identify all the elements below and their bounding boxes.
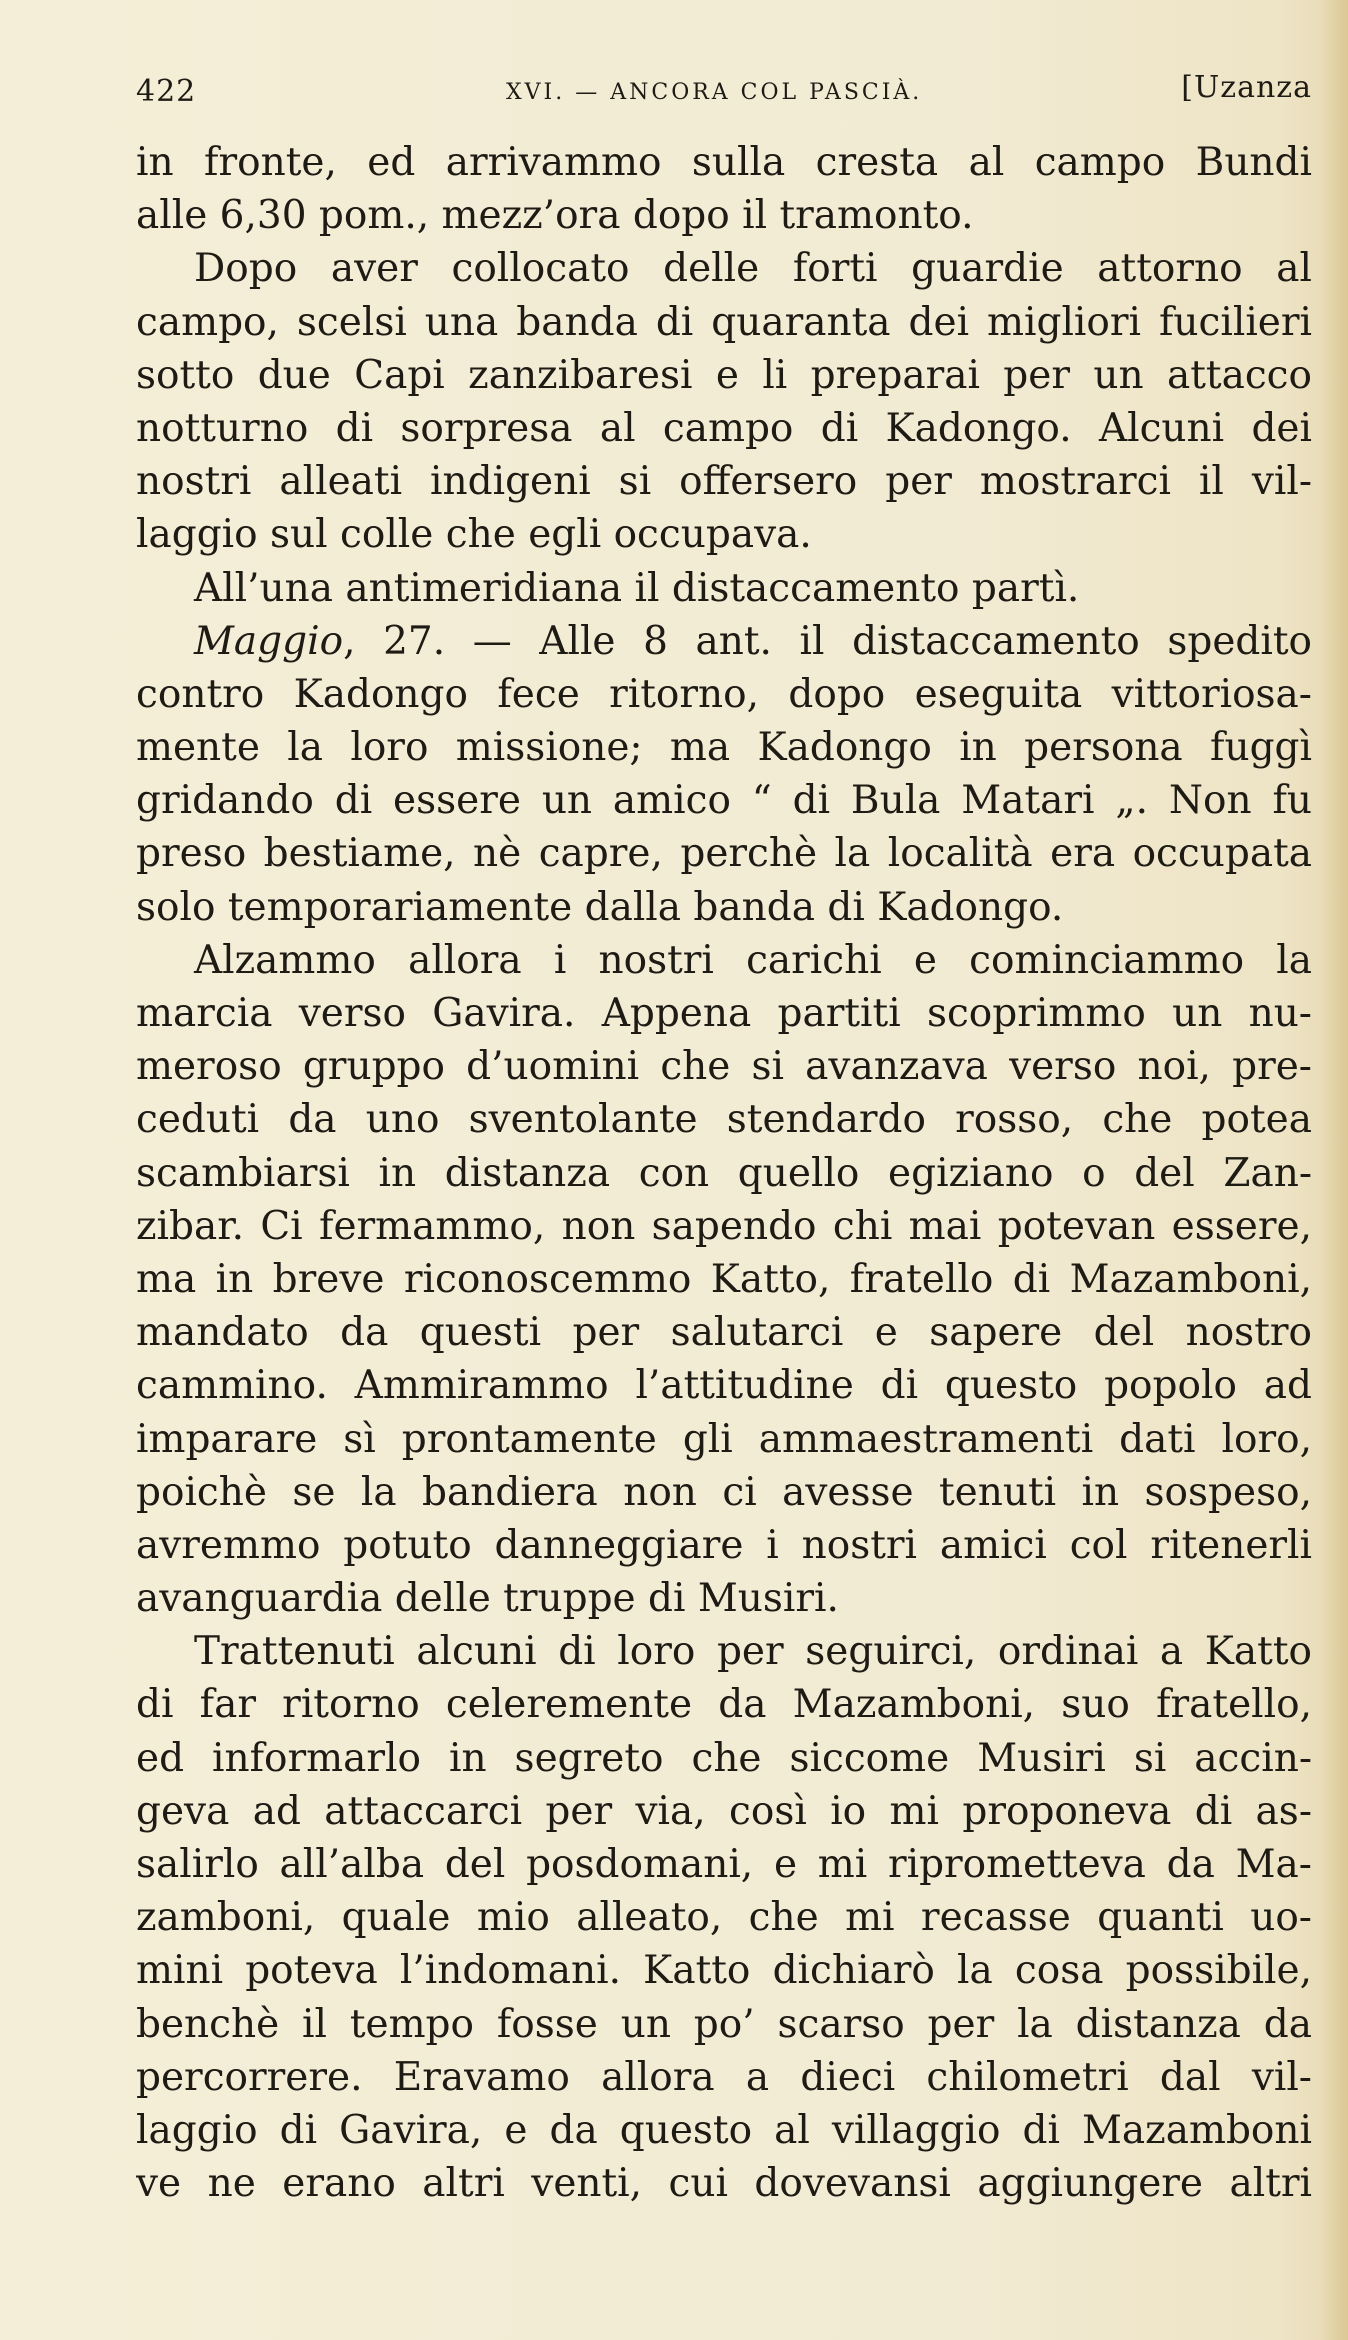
running-header <box>136 70 1312 110</box>
text-line: alle 6,30 pom., mezz’ora dopo il tramonto. <box>136 193 974 239</box>
text-line: Dopo aver collocato delle forti guardie attorno al <box>194 246 1312 292</box>
text-line: mini poteva l’indomani. Katto dichiarò la cosa possibile, <box>136 1948 1312 1994</box>
text-line: Trattenuti alcuni di loro per seguirci, ordinai a Katto <box>194 1629 1312 1675</box>
text-line: imparare sì prontamente gli ammaestramenti dati loro, <box>136 1416 1312 1462</box>
text-line: salirlo all’alba del posdomani, e mi riprometteva da Ma- <box>136 1842 1312 1887</box>
text-line: laggio sul colle che egli occupava. <box>136 512 812 558</box>
text-line: percorrere. Eravamo allora a dieci chilometri dal vil- <box>136 2054 1312 2100</box>
running-title: XVI. — ANCORA COL PASCIÀ. <box>506 80 923 105</box>
text-line: campo, scelsi una banda di quaranta dei migliori fucilieri <box>136 299 1312 345</box>
text-line: solo temporariamente dalla banda di Kadongo. <box>136 884 1064 930</box>
text-line: gridando di essere un amico “ di Bula Matari „. Non fu <box>136 778 1312 824</box>
text-line: cammino. Ammirammo l’attitudine di questo popolo ad <box>136 1363 1312 1409</box>
text-line: ed informarlo in segreto che siccome Musiri si accin- <box>136 1735 1312 1781</box>
text-line: sotto due Capi zanzibaresi e li preparai per un attacco <box>136 352 1312 398</box>
text-line: preso bestiame, nè capre, perchè la località era occupata <box>136 831 1312 877</box>
text-line: ve ne erano altri venti, cui dovevansi aggiungere altri <box>136 2161 1312 2207</box>
section-reference: [Uzanza <box>1181 70 1312 105</box>
text-line: geva ad attaccarci per via, così io mi proponeva di as- <box>136 1788 1312 1834</box>
body-text <box>136 136 1312 2210</box>
line-text: , 27. — Alle 8 ant. il distaccamento spedito <box>343 618 1312 664</box>
text-line: avremmo potuto danneggiare i nostri amici col ritenerli <box>136 1522 1312 1568</box>
text-line: ceduti da uno sventolante stendardo rosso, che potea <box>136 1097 1312 1143</box>
text-line: zibar. Ci fermammo, non sapendo chi mai potevan essere, <box>136 1203 1312 1249</box>
text-line: di far ritorno celeremente da Mazamboni, suo fratello, <box>136 1682 1312 1728</box>
italic-date: Maggio <box>194 618 344 664</box>
text-line: Alzammo allora i nostri carichi e cominciammo la <box>194 937 1312 983</box>
text-line <box>136 615 1312 668</box>
text-line: avanguardia delle truppe di Musiri. <box>136 1576 839 1622</box>
text-line: ma in breve riconoscemmo Katto, fratello di Mazamboni, <box>136 1256 1312 1302</box>
text-line: nostri alleati indigeni si offersero per mostrarci il vil- <box>136 459 1312 505</box>
text-line: All’una antimeridiana il distaccamento partì. <box>194 565 1080 611</box>
text-line: contro Kadongo fece ritorno, dopo eseguita vittoriosa- <box>136 671 1312 717</box>
text-line: in fronte, ed arrivammo sulla cresta al campo Bundi <box>136 140 1312 185</box>
page-number: 422 <box>136 74 197 109</box>
text-line: marcia verso Gavira. Appena partiti scoprimmo un nu- <box>136 991 1312 1036</box>
text-line: poichè se la bandiera non ci avesse tenuti in sospeso, <box>136 1469 1312 1515</box>
text-line: meroso gruppo d’uomini che si avanzava verso noi, pre- <box>136 1044 1312 1090</box>
text-line: notturno di sorpresa al campo di Kadongo. Alcuni dei <box>136 405 1312 451</box>
text-line: mandato da questi per salutarci e sapere del nostro <box>136 1310 1312 1356</box>
text-line: scambiarsi in distanza con quello egiziano o del Zan- <box>136 1150 1312 1196</box>
text-line: benchè il tempo fosse un po’ scarso per la distanza da <box>136 2001 1312 2047</box>
text-line: zamboni, quale mio alleato, che mi recasse quanti uo- <box>136 1895 1312 1941</box>
text-line: laggio di Gavira, e da questo al villaggio di Mazamboni <box>136 2107 1312 2153</box>
page-edge-shadow <box>1320 0 1348 2340</box>
text-line: mente la loro missione; ma Kadongo in persona fuggì <box>136 725 1312 771</box>
